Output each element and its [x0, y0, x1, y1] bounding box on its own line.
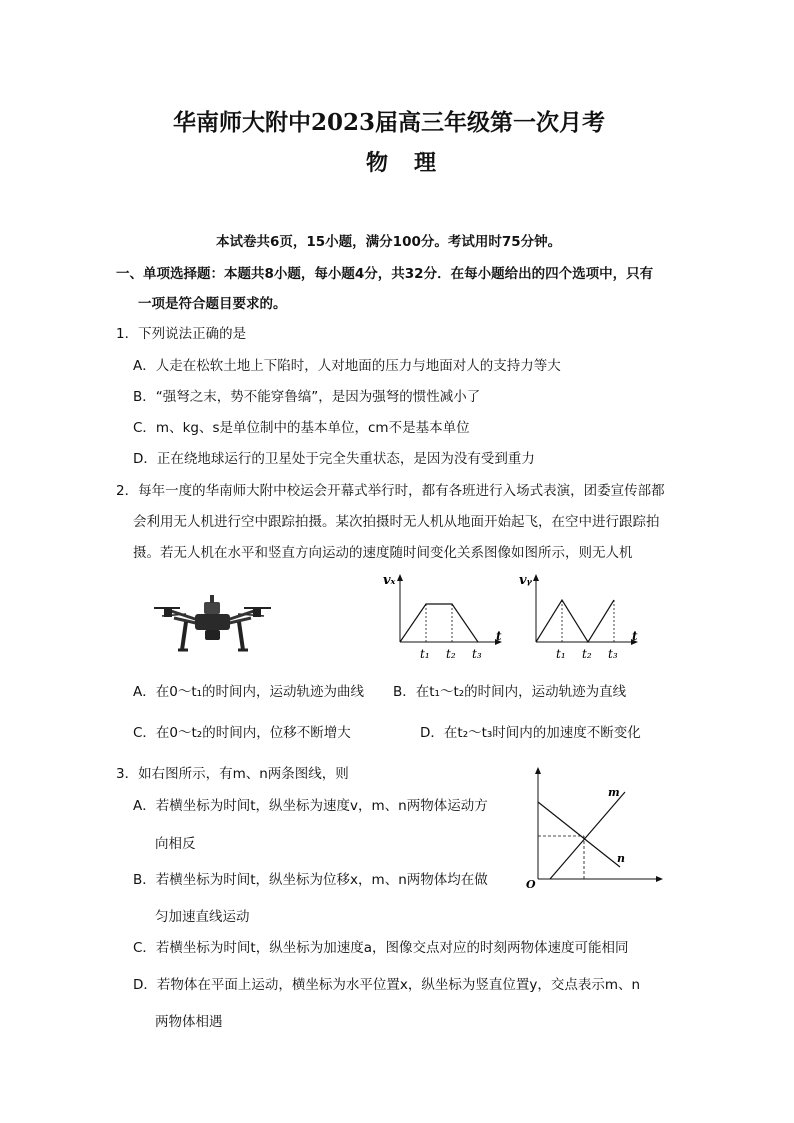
q1-option-c: C．m、kg、s是单位制中的基本单位，cm不是基本单位 — [133, 420, 470, 436]
q2-option-c: C．在0～t₂的时间内，位移不断增大 — [133, 725, 351, 741]
n-label: n — [617, 852, 625, 865]
exam-info: 本试卷共6页，15小题，满分100分。考试用时75分钟。 — [216, 234, 562, 250]
q2-option-d: D．在t₂～t₃时间内的加速度不断变化 — [420, 725, 641, 741]
vx-t2: t₂ — [446, 647, 456, 661]
q2-option-b: B．在t₁～t₂的时间内，运动轨迹为直线 — [393, 684, 627, 700]
q1-option-a: A．人走在松软土地上下陷时，人对地面的压力与地面对人的支持力等大 — [133, 358, 561, 374]
q3-option-c: C．若横坐标为时间t，纵坐标为加速度a，图像交点对应的时刻两物体速度可能相同 — [133, 940, 629, 956]
vy-curve — [536, 600, 614, 642]
q3-option-a-cont: 向相反 — [155, 836, 196, 852]
vx-ylabel: vₓ — [383, 573, 396, 588]
m-label: m — [608, 786, 620, 799]
q3-option-d-cont: 两物体相遇 — [155, 1014, 223, 1030]
section-heading: 一、单项选择题：本题共8小题，每小题4分，共32分．在每小题给出的四个选项中，只有 — [116, 266, 654, 282]
vx-t3: t₃ — [472, 647, 482, 661]
q3-option-b-cont: 匀加速直线运动 — [155, 909, 250, 925]
vx-curve — [400, 604, 478, 642]
origin-label: O — [526, 878, 536, 890]
q2-option-a: A．在0～t₁的时间内，运动轨迹为曲线 — [133, 684, 365, 700]
drone-image — [150, 590, 275, 660]
q1-option-d: D．正在绕地球运行的卫星处于完全失重状态，是因为没有受到重力 — [133, 451, 535, 467]
vy-t1: t₁ — [556, 647, 566, 661]
exam-title: 华南师大附中2023届高三年级第一次月考 — [173, 109, 606, 136]
vx-graph — [380, 570, 510, 665]
q2-stem-line3: 摄。若无人机在水平和竖直方向运动的速度随时间变化关系图像如图所示，则无人机 — [133, 545, 633, 561]
mn-graph — [520, 762, 670, 890]
m-line — [550, 792, 625, 879]
subject-title: 物 理 — [366, 150, 439, 176]
vx-t1: t₁ — [420, 647, 430, 661]
q1-option-b: B．“强弩之末，势不能穿鲁缟”，是因为强弩的惯性减小了 — [133, 389, 481, 405]
q1-stem: 1．下列说法正确的是 — [116, 326, 247, 342]
q3-option-b: B．若横坐标为时间t，纵坐标为位移x，m、n两物体均在做 — [133, 872, 488, 888]
vy-t2: t₂ — [582, 647, 592, 661]
vy-xlabel: t — [632, 629, 638, 643]
vy-ylabel: vᵧ — [519, 573, 532, 588]
vy-t3: t₃ — [608, 647, 618, 661]
vy-graph — [516, 570, 646, 665]
section-heading-cont: 一项是符合题目要求的。 — [138, 296, 287, 312]
q3-option-d: D．若物体在平面上运动，横坐标为水平位置x，纵坐标为竖直位置y，交点表示m、n — [133, 977, 641, 993]
q3-stem: 3．如右图所示，有m、n两条图线，则 — [116, 766, 349, 782]
q2-stem-line2: 会利用无人机进行空中跟踪拍摄。某次拍摄时无人机从地面开始起飞，在空中进行跟踪拍 — [133, 514, 660, 530]
vx-xlabel: t — [496, 629, 502, 643]
q2-stem-line1: 2．每年一度的华南师大附中校运会开幕式举行时，都有各班进行入场式表演，团委宣传部都 — [116, 483, 665, 499]
q3-option-a: A．若横坐标为时间t，纵坐标为速度v，m、n两物体运动方 — [133, 798, 488, 814]
